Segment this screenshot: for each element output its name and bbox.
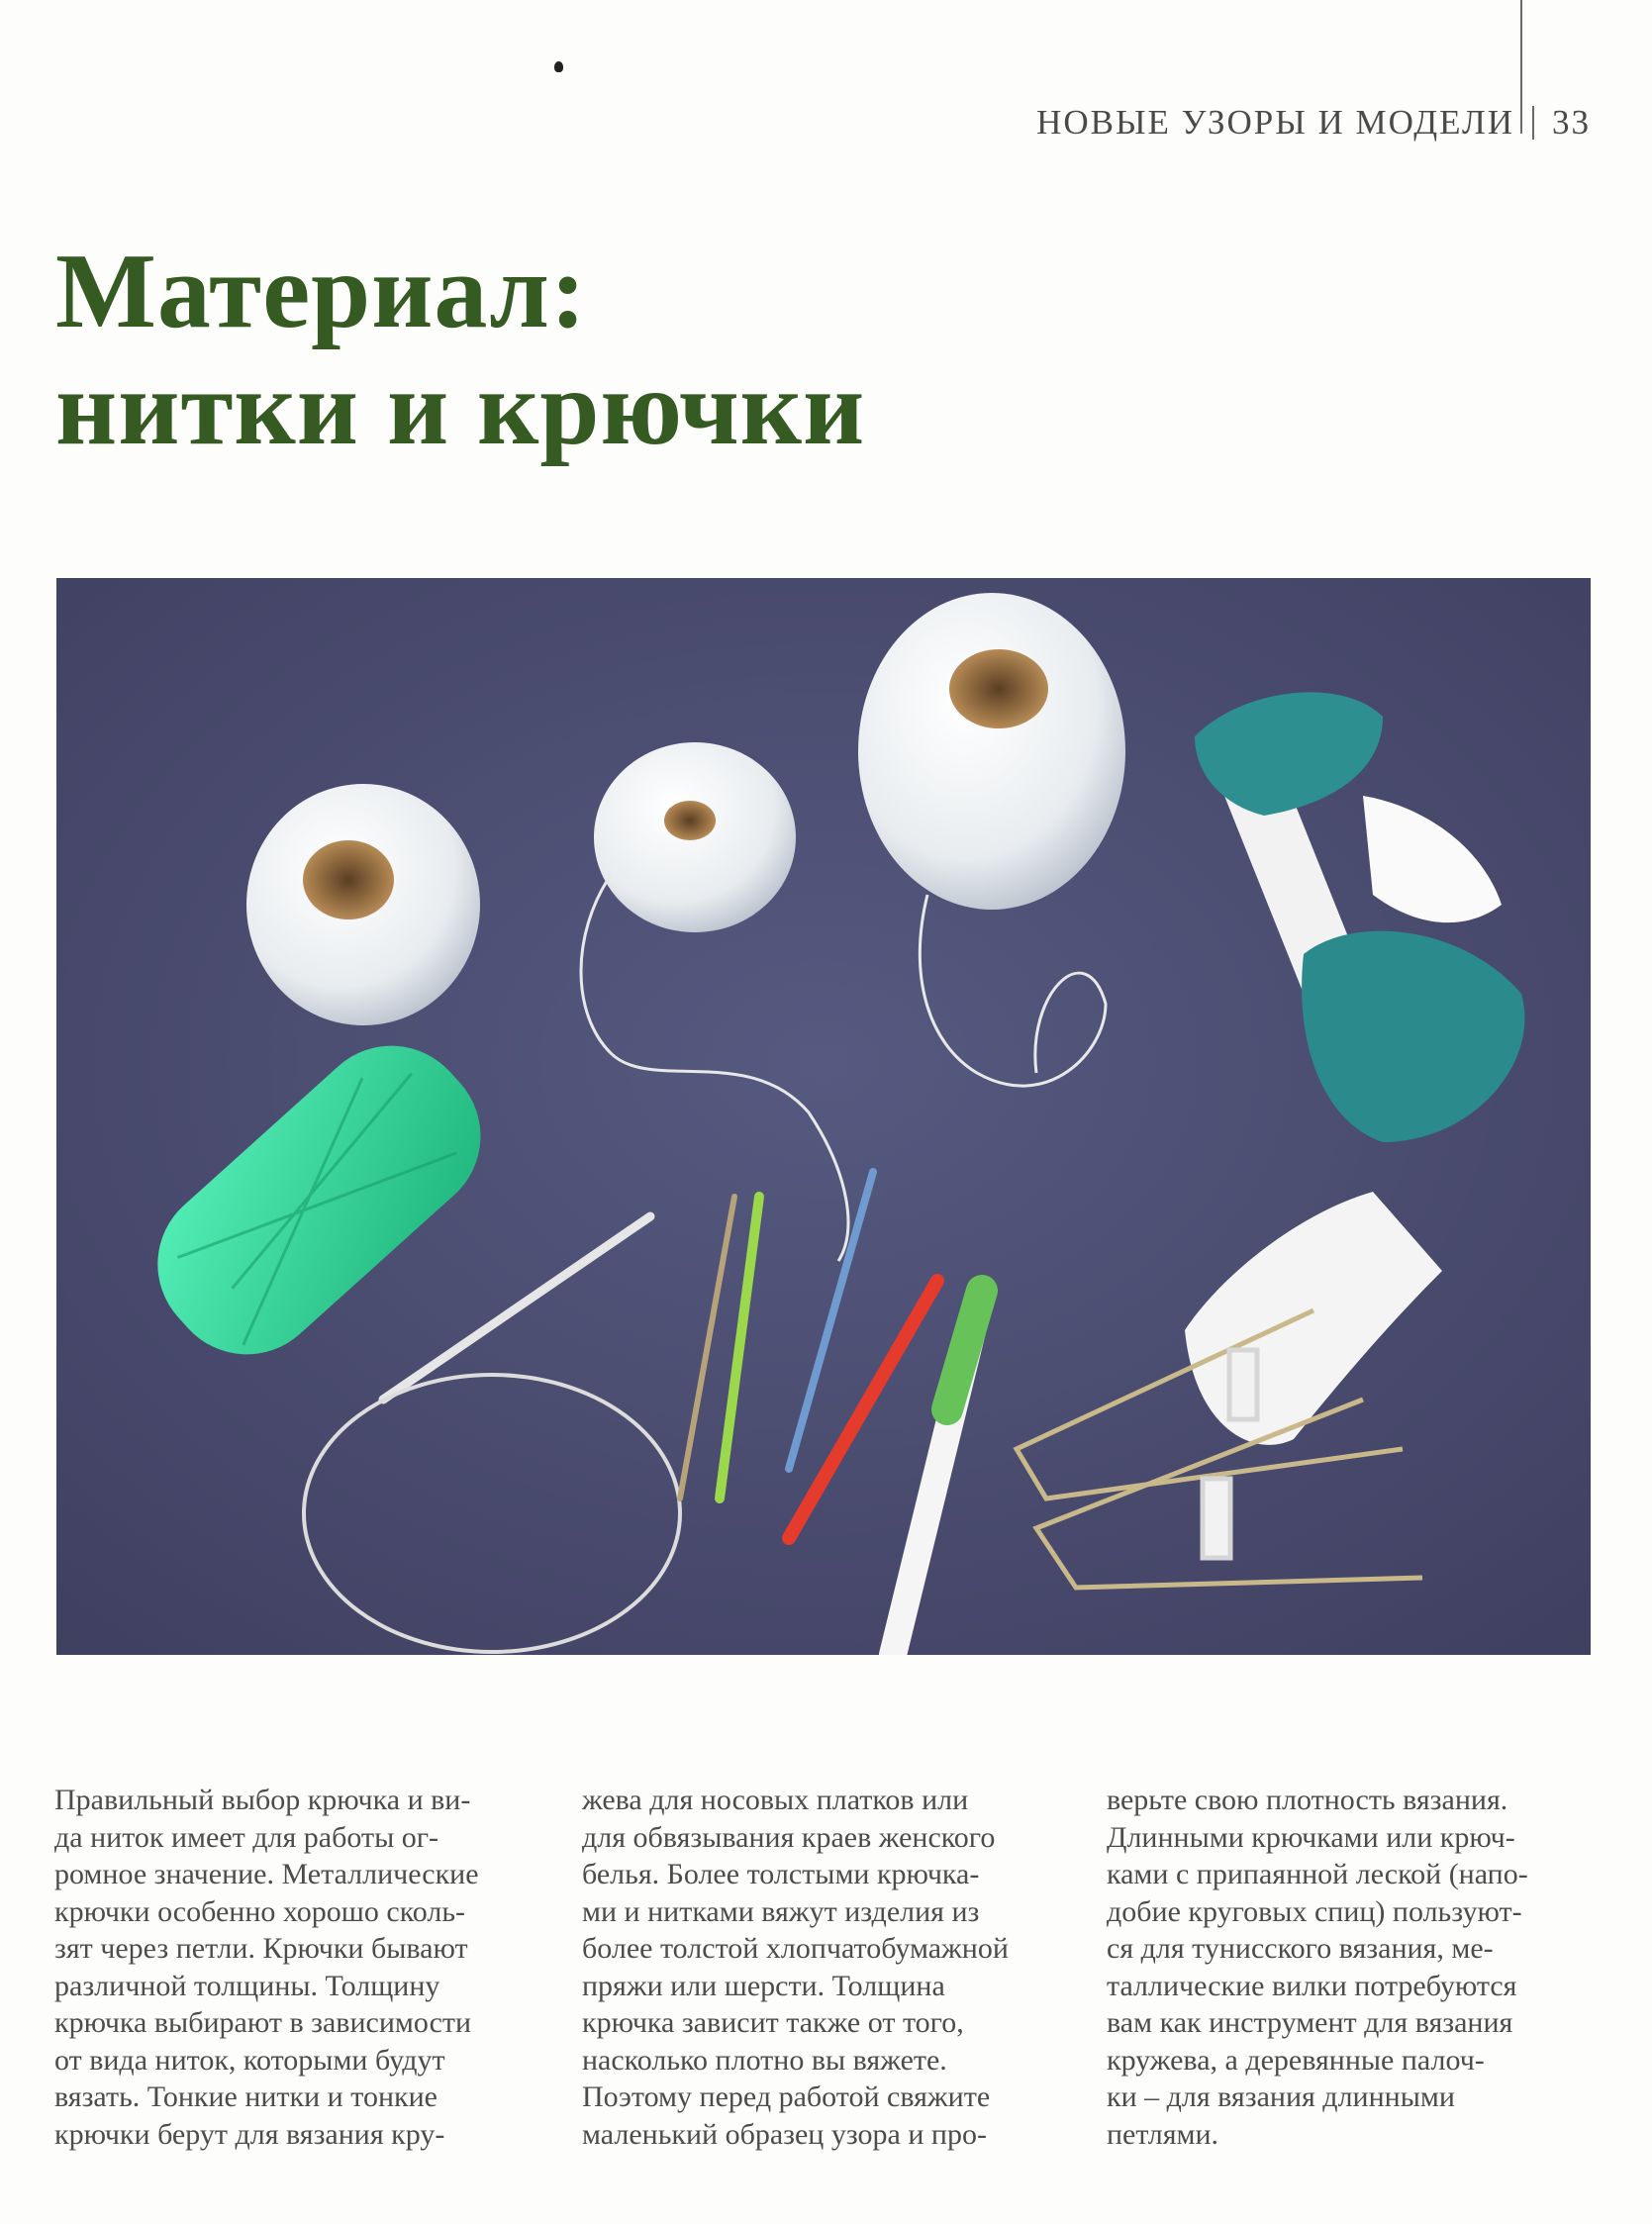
text-line: Правильный выбор крючка и ви- [54,1784,471,1816]
text-line: крючка зависит также от того, [582,2006,964,2039]
text-line: ромное значение. Металлические [54,1858,479,1890]
text-line: для обвязывания краев женского [582,1820,996,1854]
text-line: Длинными крючками или крюч- [1107,1820,1515,1854]
text-line: зят через петли. Крючки бывают [54,1932,468,1965]
title-line-2: нитки и крючки [55,349,866,467]
ball-of-thread-3 [858,593,1125,910]
page-number: 33 [1552,103,1591,142]
text-line: ки – для вязания длинными [1107,2080,1455,2113]
text-line: ми и нитками вяжут изделия из [582,1894,980,1928]
print-speck [554,61,563,72]
text-line: более толстой хлопчатобумажной [582,1932,1009,1965]
materials-photo [56,578,1591,1655]
text-line: крючки особенно хорошо сколь- [54,1894,465,1928]
text-line: ками с припаянной леской (напо- [1107,1858,1528,1890]
text-line: кружева, а деревянные палоч- [1107,2043,1485,2077]
text-line: да ниток имеет для работы ог- [54,1820,439,1854]
text-line: пряжи или шерсти. Толщина [582,1969,945,2002]
body-column-3 [1107,1782,1602,2153]
text-line: петлями. [1107,2117,1219,2151]
text-line: насколько плотно вы вяжете. [582,2043,947,2077]
body-column-1 [54,1782,549,2153]
text-line: вам как инструмент для вязания [1107,2006,1513,2039]
title-line-1: Материал: [55,233,587,350]
text-line: белья. Более толстыми крючка- [582,1858,980,1890]
ball-of-thread-2 [594,742,796,932]
text-line: верьте свою плотность вязания. [1107,1784,1508,1816]
text-line: таллические вилки потребуются [1107,1969,1517,2002]
text-line: крючка выбирают в зависимости [54,2006,472,2039]
body-column-2 [582,1782,1077,2153]
text-line: от вида ниток, которыми будут [54,2043,445,2077]
header-separator [1532,106,1534,140]
running-head [1036,103,1591,143]
text-line: различной толщины. Толщину [54,1969,440,2002]
text-line: крючки берут для вязания кру- [54,2117,445,2151]
text-line: Поэтому перед работой свяжите [582,2080,991,2113]
text-line: вязать. Тонкие нитки и тонкие [54,2080,437,2113]
section-title: НОВЫЕ УЗОРЫ И МОДЕЛИ [1036,103,1514,142]
ball-of-thread-1 [246,784,480,1025]
page-title [55,234,1243,467]
text-line: ся для тунисского вязания, ме- [1107,1932,1494,1965]
text-line: маленький образец узора и про- [582,2117,987,2151]
text-line: жева для носовых платков или [582,1784,969,1816]
text-line: добие круговых спиц) пользуют- [1107,1894,1522,1928]
